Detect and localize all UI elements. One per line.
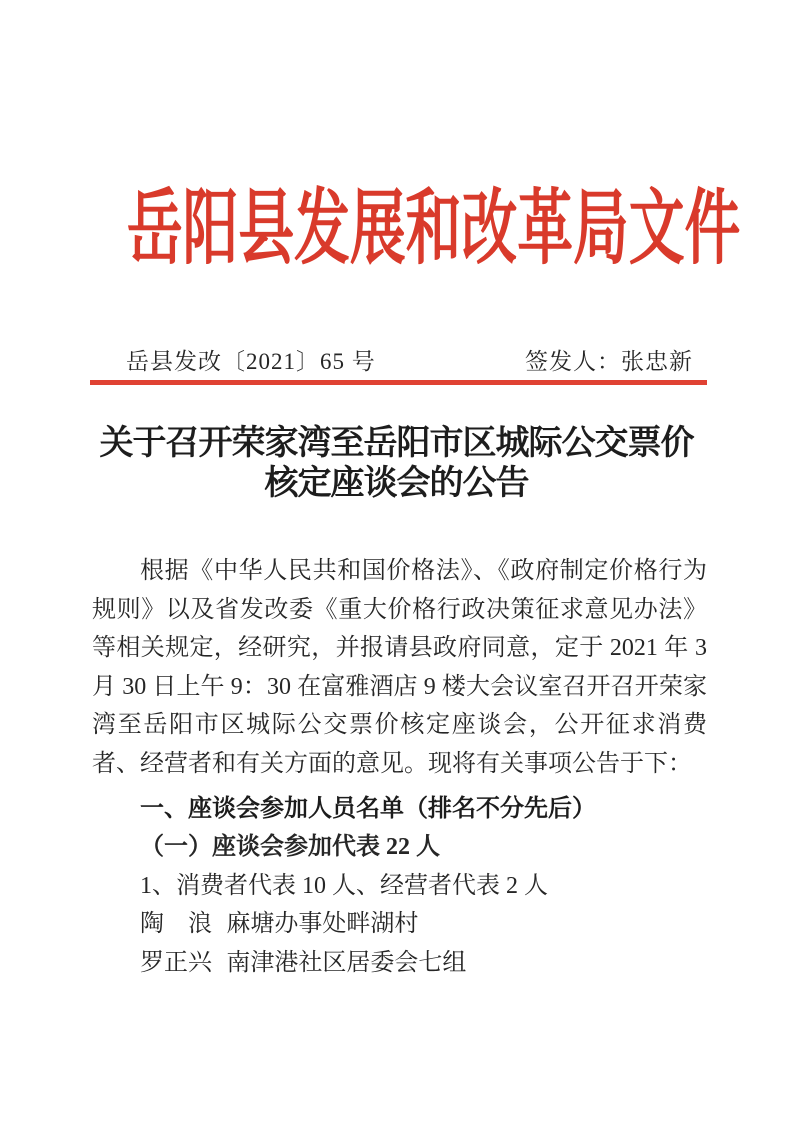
doc-number: 岳县发改〔2021〕65 号	[126, 349, 376, 374]
doc-meta-row	[126, 348, 693, 376]
section-1-subheading: （一）座谈会参加代表 22 人	[140, 834, 440, 861]
document-title	[0, 424, 793, 504]
section-1-heading: 一、座谈会参加人员名单（排名不分先后）	[140, 794, 596, 822]
representative-row	[92, 944, 707, 983]
document-title-line-1: 关于召开荣家湾至岳阳市区城际公交票价	[99, 425, 694, 462]
document-body	[92, 552, 707, 983]
red-divider-rule	[90, 380, 707, 385]
issuer-name: 签发人：张忠新	[525, 349, 693, 374]
representative-affiliation: 麻塘办事处畔湖村	[226, 911, 419, 938]
intro-paragraph: 根据《中华人民共和国价格法》、《政府制定价格行为规则》以及省发改委《重大价格行政决策征求意见办法》等相关规定，经研究，并报请县政府同意，定于 2021 年 3 月 30 日上午 9：30 在富雅酒店 9 楼大会议室召开召开荣家湾至岳阳市区城际公交票价核定座谈会，公开征求消费者、经营者和有关方面的意见。现将有关事项公告于下：	[92, 558, 707, 777]
agency-banner-title: 岳阳县发展和改革局文件	[126, 183, 741, 274]
representative-row	[92, 905, 707, 944]
document-title-line-2: 核定座谈会的公告	[264, 465, 529, 502]
representative-name: 罗正兴	[140, 949, 212, 976]
representative-name: 陶 浪	[140, 911, 212, 938]
representative-affiliation: 南津港社区居委会七组	[226, 949, 467, 976]
list-item-1: 1、消费者代表 10 人、经营者代表 2 人	[140, 872, 548, 899]
